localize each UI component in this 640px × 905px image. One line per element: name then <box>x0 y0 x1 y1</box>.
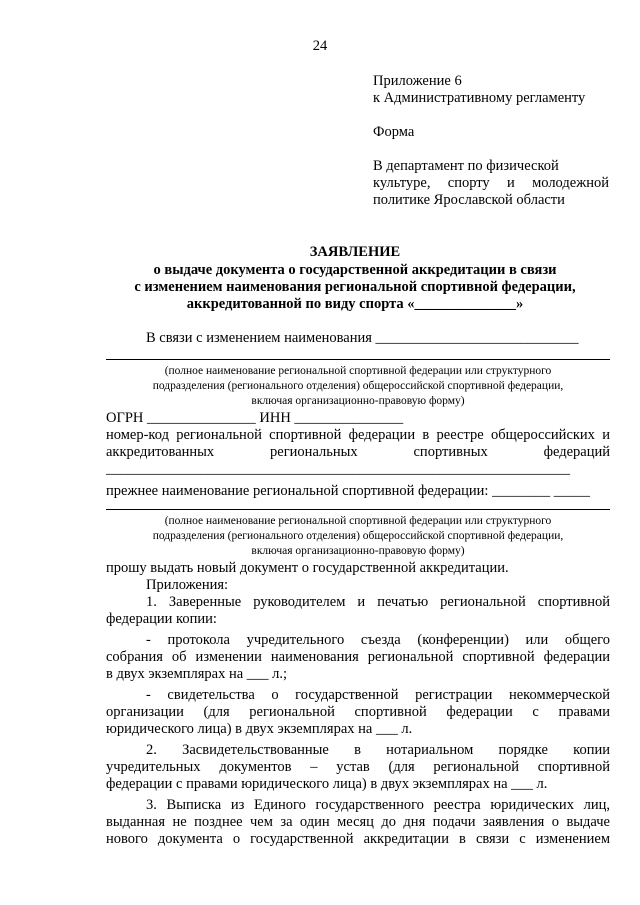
fill-in-rule <box>106 359 610 360</box>
hint-1-line-1: (полное наименование региональной спортивной федерации или структурного <box>164 365 552 377</box>
former-name-line: прежнее наименование региональной спортивной федерации: ________ _____ <box>106 483 590 499</box>
addressee-line-3: политике Ярославской области <box>373 192 565 208</box>
attachment-1a-line-1: - протокола учредительного съезда (конференции) или общего <box>146 632 610 648</box>
page-number: 24 <box>312 38 328 54</box>
form-label: Форма <box>373 124 415 140</box>
attachment-1b-line-2: организации (для региональной спортивной федерации с правами <box>106 704 610 720</box>
hint-2-line-2: подразделения (регионального отделения) общероссийской спортивной федерации, <box>152 530 564 542</box>
fill-in-rule <box>106 509 610 510</box>
attachment-1a-line-3: в двух экземплярах на ___ л.; <box>106 666 288 682</box>
document-subtitle-line-2: с изменением наименования региональной спортивной федерации, <box>134 279 576 295</box>
attachment-3-line-2: выданная не позднее чем за один месяц до дня подачи заявления о выдаче <box>106 814 610 830</box>
hint-2-line-1: (полное наименование региональной спортивной федерации или структурного <box>164 515 552 527</box>
attachments-heading: Приложения: <box>146 577 229 593</box>
attachment-3-line-3: нового документа о государственной аккредитации в связи с изменением <box>106 831 610 847</box>
intro-line: В связи с изменением наименования ____________________________ <box>146 330 579 346</box>
attachment-1a-line-2: собрания об изменении наименования региональной спортивной федерации <box>106 649 610 665</box>
registry-code-line-2: аккредитованных региональных спортивных федераций <box>106 444 610 460</box>
hint-1-line-2: подразделения (регионального отделения) общероссийской спортивной федерации, <box>152 380 564 392</box>
document-subtitle-line-1: о выдаче документа о государственной аккредитации в связи <box>153 262 557 278</box>
addressee-line-2: культуре, спорту и молодежной <box>373 175 609 191</box>
hint-2-line-3: включая организационно-правовую форму) <box>251 545 465 557</box>
document-subtitle-line-3: аккредитованной по виду спорта «______________» <box>186 296 524 312</box>
ogrn-inn-line: ОГРН _______________ ИНН _______________ <box>106 410 404 426</box>
attachment-2-line-2: учредительных документов – устав (для региональной спортивной <box>106 759 610 775</box>
appendix-label: Приложение 6 <box>373 73 462 89</box>
addressee-line-1: В департамент по физической <box>373 158 559 174</box>
regulation-reference: к Административному регламенту <box>373 90 586 106</box>
request-line: прошу выдать новый документ о государственной аккредитации. <box>106 560 509 576</box>
attachment-1b-line-1: - свидетельства о государственной регистрации некоммерческой <box>146 687 610 703</box>
attachment-2-line-3: федерации с правами юридического лица) в двух экземплярах на ___ л. <box>106 776 548 792</box>
attachment-3-line-1: 3. Выписка из Единого государственного реестра юридических лиц, <box>146 797 610 813</box>
attachment-1b-line-3: юридического лица) в двух экземплярах на ___ л. <box>106 721 413 737</box>
attachment-1-line-1: 1. Заверенные руководителем и печатью региональной спортивной <box>146 594 610 610</box>
attachment-2-line-1: 2. Засвидетельствованные в нотариальном порядке копии <box>146 742 610 758</box>
attachment-1-line-2: федерации копии: <box>106 611 217 627</box>
document-title: ЗАЯВЛЕНИЕ <box>309 244 401 260</box>
hint-1-line-3: включая организационно-правовую форму) <box>251 395 465 407</box>
registry-code-line-1: номер-код региональной спортивной федерации в реестре общероссийских и <box>106 427 610 443</box>
fill-in-dashes: ________________________________________________________________ <box>106 461 570 477</box>
